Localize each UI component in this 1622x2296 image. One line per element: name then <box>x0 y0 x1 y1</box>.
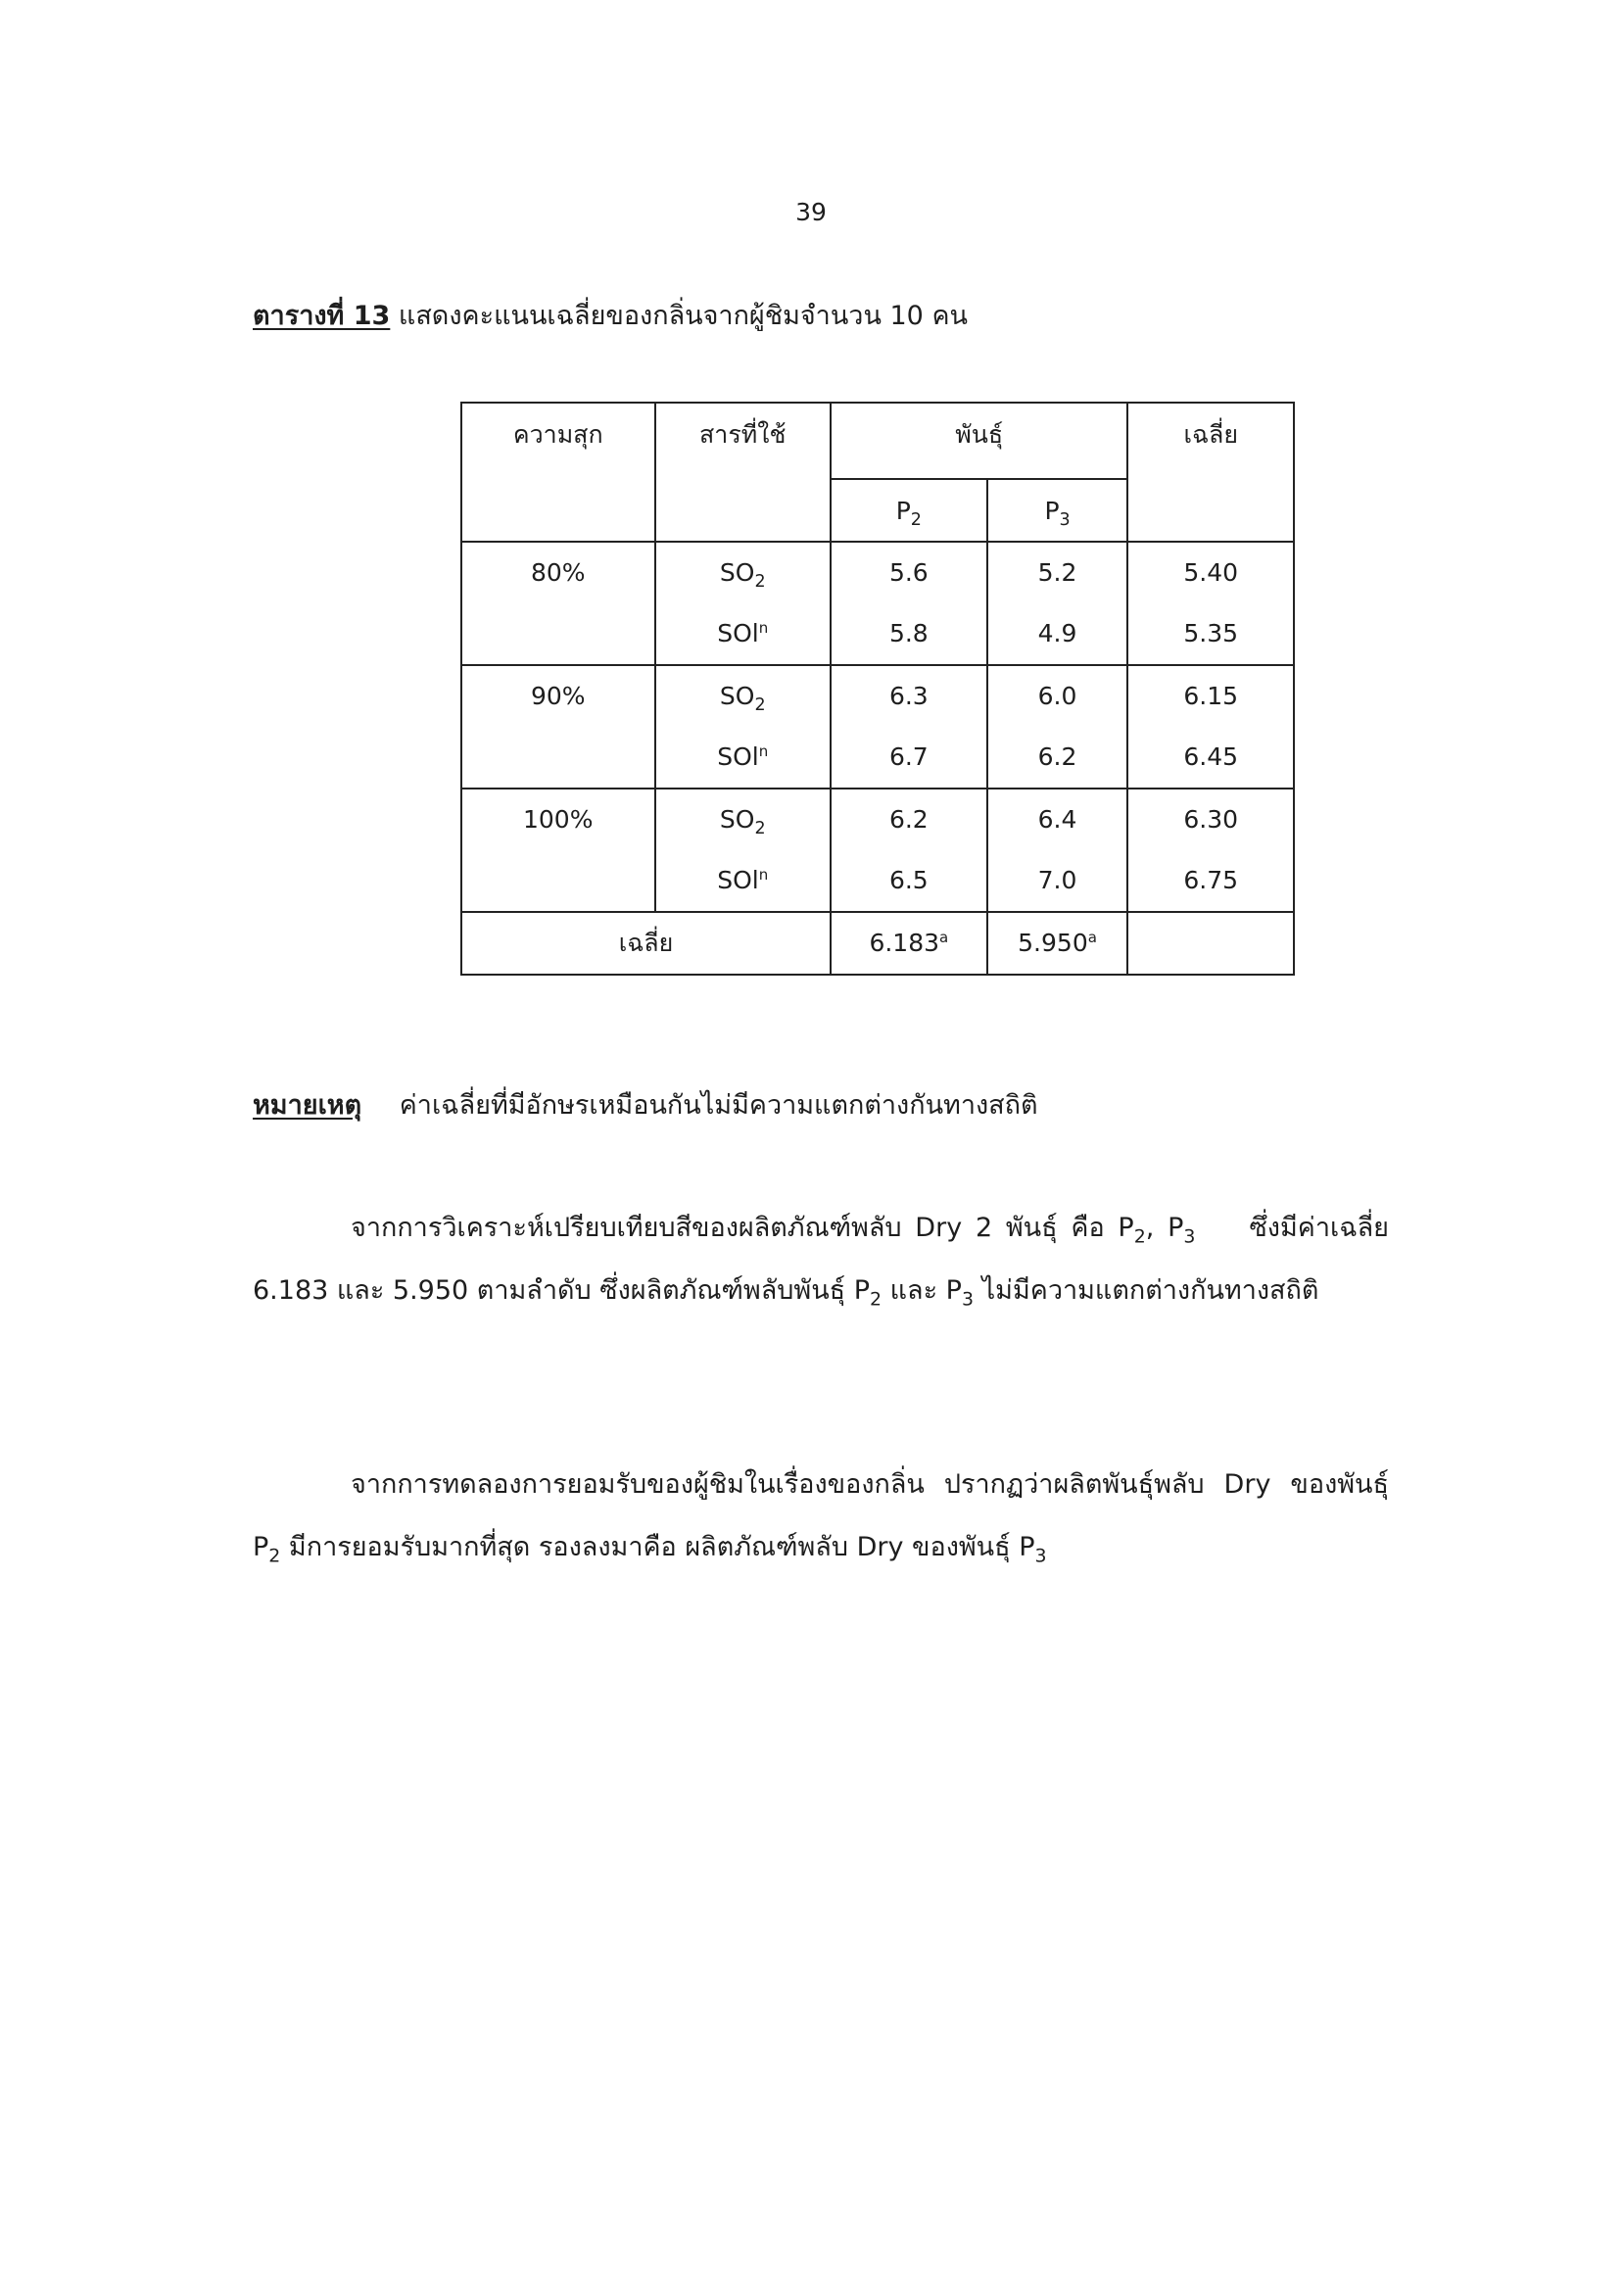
table-note <box>253 1083 1038 1125</box>
header-p2: $P_2$ <box>831 479 987 542</box>
mean-cell: 5.40 5.35 <box>1127 542 1294 665</box>
ripeness-cell: 90% <box>461 665 655 789</box>
footer-mean <box>1127 912 1294 975</box>
header-ripeness: ความสุก <box>461 403 655 542</box>
p2-cell: 6.3 6.7 <box>831 665 987 789</box>
ripeness-cell: 100% <box>461 789 655 912</box>
ripeness-cell: 80% <box>461 542 655 665</box>
p2-cell: 5.6 5.8 <box>831 542 987 665</box>
table-row <box>461 542 1294 665</box>
table-row <box>461 665 1294 789</box>
p3-cell: 6.4 7.0 <box>987 789 1128 912</box>
footer-p3: 5.950$^a$ <box>987 912 1128 975</box>
p3-cell: 5.2 4.9 <box>987 542 1128 665</box>
table-caption <box>253 294 968 336</box>
header-mean: เฉลี่ย <box>1127 403 1294 542</box>
paragraph-acceptance: จากการทดลองการยอมรับของผู้ชิมในเรื่องของกลิ่น ปรากฏว่าผลิตพันธุ์พลับ Dry ของพันธุ์ $P_2$ มีการยอมรับมากที่สุด รองลงมาคือ ผลิตภัณฑ์พลับ Dry ของพันธุ์ $P_3$ <box>253 1469 1389 1567</box>
paragraph-color-analysis: จากการวิเคราะห์เปรียบเทียบสีของผลิตภัณฑ์พลับ Dry 2 พันธุ์ คือ $P_2$, $P_3$ ซึ่งมีค่าเฉลี่ย 6.183 และ 5.950 ตามลำดับ ซึ่งผลิตภัณฑ์พลับพันธุ์ $P_2$ และ $P_3$ ไม่มีความแตกต่างกันทางสถิติ <box>253 1213 1389 1311</box>
score-table <box>460 402 1295 976</box>
mean-cell: 6.30 6.75 <box>1127 789 1294 912</box>
mean-cell: 6.15 6.45 <box>1127 665 1294 789</box>
chemical-cell: $SO_2$ SOl$^n$ <box>655 665 831 789</box>
table-header-row <box>461 403 1294 479</box>
table-row <box>461 789 1294 912</box>
table-footer-row <box>461 912 1294 975</box>
header-variety: พันธุ์ <box>831 403 1127 479</box>
footer-label: เฉลี่ย <box>461 912 831 975</box>
note-label: หมายเหตุ <box>253 1090 362 1121</box>
p3-cell: 6.0 6.2 <box>987 665 1128 789</box>
chemical-cell: $SO_2$ SOl$^n$ <box>655 542 831 665</box>
chemical-cell: $SO_2$ SOl$^n$ <box>655 789 831 912</box>
caption-label: ตารางที่ 13 <box>253 301 391 331</box>
note-text: ค่าเฉลี่ยที่มีอักษรเหมือนกันไม่มีความแตกต่างกันทางสถิติ <box>399 1090 1038 1121</box>
footer-p2: 6.183$^a$ <box>831 912 987 975</box>
page-number: 39 <box>795 198 827 226</box>
caption-text: แสดงคะแนนเฉลี่ยของกลิ่นจากผู้ชิมจำนวน 10 คน <box>398 301 968 331</box>
header-chemical: สารที่ใช้ <box>655 403 831 542</box>
p2-cell: 6.2 6.5 <box>831 789 987 912</box>
header-p3: $P_3$ <box>987 479 1128 542</box>
